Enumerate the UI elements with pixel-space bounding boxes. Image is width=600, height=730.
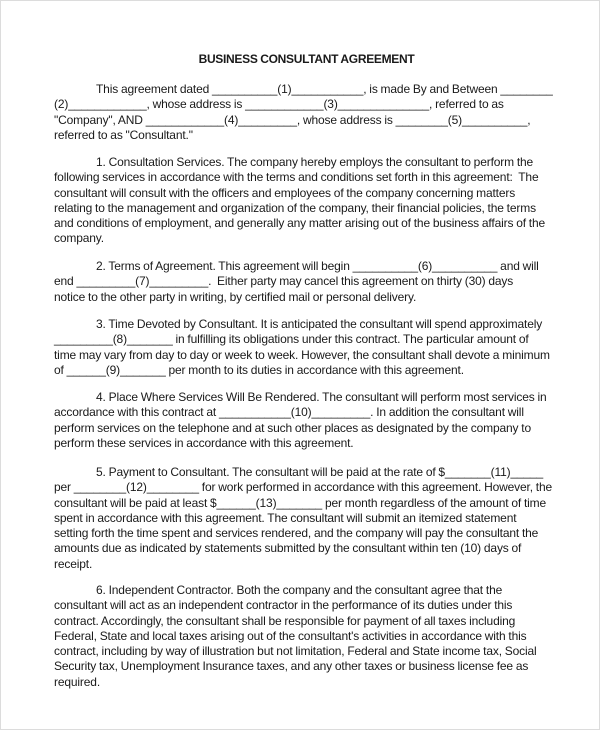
document-title: BUSINESS CONSULTANT AGREEMENT [198,52,415,66]
intro-paragraph [54,82,559,143]
section-line: notice to the other party in writing, by certified mail or personal delivery. [54,289,417,304]
section-line: Security tax, Unemployment Insurance taxes, and any other taxes or business license fee as [54,659,529,674]
section-independent-contractor [54,583,559,690]
section-line: relating to the management and organization of the company, their financial policies, the terms [54,200,536,215]
section-line: Federal, State and local taxes arising out of the consultant's activities in accordance with this [54,628,527,643]
section-line: consultant will consult with the officers and employees of the company concerning matters [54,185,516,200]
section-line: consultant will act as an independent contractor in the performance of its duties under this [54,598,513,613]
section-line: perform these services in accordance with this agreement. [54,435,354,450]
section-line: receipt. [54,556,93,571]
section-line: spent in accordance with this agreement. The consultant will submit an itemized statement [54,510,517,525]
section-line: end _________(7)_________. Either party may cancel this agreement on thirty (30) days [54,274,514,289]
intro-line: "Company", AND ____________(4)_________, whose address is ________(5)__________, [54,112,531,127]
section-line: _________(8)_______ in fulfilling its obligations under this contract. The particular amount of [54,332,529,347]
section-line: accordance with this contract at ___________(10)_________. In addition the consultant will [54,405,524,420]
section-line: perform services on the telephone and at such other places as designated by the company to [54,420,531,435]
section-consultation-services [54,155,559,247]
section-payment [54,465,559,572]
section-terms-of-agreement [54,259,559,305]
intro-line: referred to as "Consultant." [54,127,193,142]
section-line: and conditions of employment, and generally any matter arising out of the business affairs of the [54,216,546,231]
section-line: 5. Payment to Consultant. The consultant will be paid at the rate of $_______(11)_____ [96,465,544,479]
section-line: contract. Accordingly, the consultant shall be responsible for payment of all taxes including [54,613,516,628]
section-line: contract, including by way of illustration but not limitation, Federal and State income tax, Social [54,644,537,659]
section-line: required. [54,674,101,689]
section-line: 4. Place Where Services Will Be Rendered. The consultant will perform most services in [96,390,547,404]
section-line: setting forth the time spent and services rendered, and the company will pay the consultant the [54,526,539,541]
section-time-devoted [54,317,559,378]
section-line: 6. Independent Contractor. Both the company and the consultant agree that the [96,583,503,597]
section-line: 2. Terms of Agreement. This agreement will begin __________(6)__________ and will [96,259,539,273]
section-line: 1. Consultation Services. The company hereby employs the consultant to perform the [96,155,534,169]
section-line: consultant will be paid at least $______(13)_______ per month regardless of the amount of time [54,495,547,510]
intro-line: (2)____________, whose address is ____________(3)______________, referred to as [54,97,504,112]
section-line: amounts due as indicated by statements submitted by the consultant within ten (10) days of [54,541,522,556]
intro-line: This agreement dated __________(1)___________, is made By and Between ________ [96,82,553,96]
section-line: 3. Time Devoted by Consultant. It is anticipated the consultant will spend approximately [96,317,543,331]
section-line: time may vary from day to day or week to week. However, the consultant shall devote a minimum [54,347,550,362]
section-line: per ________(12)________ for work performed in accordance with this agreement. However, the [54,480,553,495]
section-line: of ______(9)_______ per month to its duties in accordance with this agreement. [54,362,464,377]
section-line: following services in accordance with the terms and conditions set forth in this agreement: The [54,170,539,185]
section-place-of-services [54,390,559,451]
section-line: company. [54,231,104,246]
